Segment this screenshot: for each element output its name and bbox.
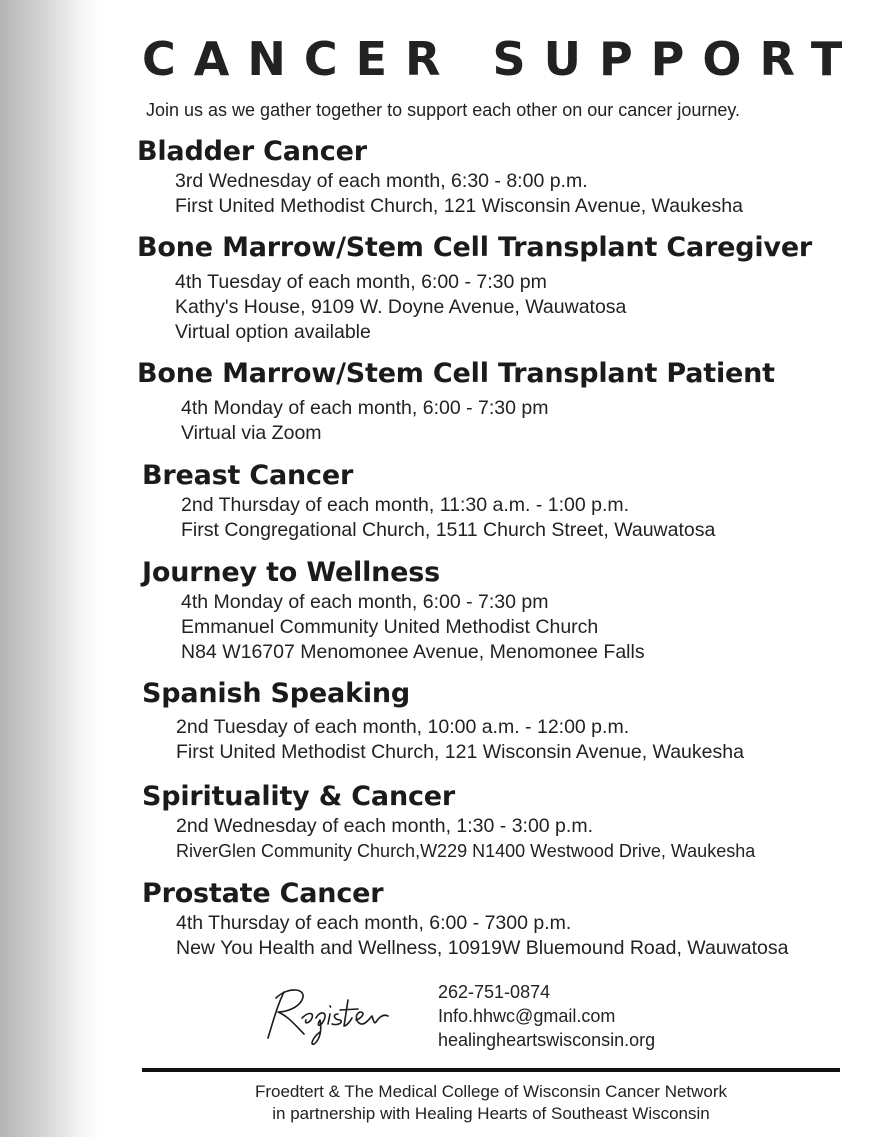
footer-credits bbox=[142, 1081, 840, 1125]
group-heading: Prostate Cancer bbox=[142, 878, 384, 909]
group-address: N84 W16707 Menomonee Avenue, Menomonee Falls bbox=[181, 641, 645, 663]
group-details bbox=[137, 265, 812, 345]
group-heading: Bladder Cancer bbox=[137, 136, 367, 167]
left-gradient-border bbox=[0, 0, 100, 1137]
group-schedule: 4th Tuesday of each month, 6:00 - 7:30 pm bbox=[175, 271, 547, 293]
phone-number[interactable]: 262-751-0874 bbox=[438, 982, 551, 1002]
group-details bbox=[142, 814, 755, 864]
group-heading: Spanish Speaking bbox=[142, 678, 411, 709]
group-spirituality-cancer bbox=[142, 780, 755, 864]
group-location: First United Methodist Church, 121 Wisconsin Avenue, Waukesha bbox=[176, 741, 744, 763]
group-details bbox=[137, 391, 775, 446]
page-title: CANCER SUPPORT bbox=[142, 32, 861, 86]
website-link[interactable]: healingheartswisconsin.org bbox=[438, 1030, 656, 1050]
group-prostate-cancer bbox=[142, 877, 788, 961]
group-location: First United Methodist Church, 121 Wisconsin Avenue, Waukesha bbox=[175, 195, 743, 217]
group-bmt-caregiver bbox=[137, 231, 812, 345]
group-schedule: 4th Monday of each month, 6:00 - 7:30 pm bbox=[181, 397, 549, 419]
group-heading: Bone Marrow/Stem Cell Transplant Patient bbox=[137, 358, 775, 389]
group-schedule: 4th Monday of each month, 6:00 - 7:30 pm bbox=[181, 591, 549, 613]
group-heading: Bone Marrow/Stem Cell Transplant Caregiver bbox=[137, 232, 813, 263]
footer-divider bbox=[142, 1068, 840, 1072]
group-details bbox=[142, 911, 788, 961]
group-details bbox=[142, 493, 715, 543]
group-details bbox=[142, 590, 645, 665]
contact-info bbox=[438, 980, 655, 1052]
group-location: RiverGlen Community Church,W229 N1400 Westwood Drive, Waukesha bbox=[176, 841, 756, 861]
register-script-logo bbox=[262, 982, 396, 1048]
group-heading: Spirituality & Cancer bbox=[142, 781, 455, 812]
group-schedule: 2nd Thursday of each month, 11:30 a.m. - 1:00 p.m. bbox=[181, 494, 630, 516]
group-heading: Journey to Wellness bbox=[142, 557, 441, 588]
group-spanish-speaking bbox=[142, 677, 744, 765]
group-location: First Congregational Church, 1511 Church Street, Wauwatosa bbox=[181, 519, 716, 541]
group-schedule: 2nd Wednesday of each month, 1:30 - 3:00 p.m. bbox=[176, 815, 593, 837]
group-location: Emmanuel Community United Methodist Church bbox=[181, 616, 599, 638]
group-heading: Breast Cancer bbox=[142, 460, 354, 491]
group-note: Virtual option available bbox=[175, 321, 371, 343]
email-address[interactable]: Info.hhwc@gmail.com bbox=[438, 1006, 616, 1026]
group-bladder-cancer bbox=[137, 135, 743, 219]
intro-text: Join us as we gather together to support each other on our cancer journey. bbox=[146, 100, 741, 120]
group-location: Kathy's House, 9109 W. Doyne Avenue, Wauwatosa bbox=[175, 296, 627, 318]
group-breast-cancer bbox=[142, 459, 715, 543]
group-journey-to-wellness bbox=[142, 556, 645, 665]
group-details bbox=[137, 169, 743, 219]
group-bmt-patient bbox=[137, 357, 775, 446]
group-location: New You Health and Wellness, 10919W Bluemound Road, Wauwatosa bbox=[176, 937, 789, 959]
group-location: Virtual via Zoom bbox=[181, 422, 322, 444]
group-schedule: 2nd Tuesday of each month, 10:00 a.m. - 12:00 p.m. bbox=[176, 716, 630, 738]
group-details bbox=[142, 711, 744, 765]
footer-line-2: in partnership with Healing Hearts of Southeast Wisconsin bbox=[272, 1104, 710, 1123]
group-schedule: 3rd Wednesday of each month, 6:30 - 8:00 p.m. bbox=[175, 170, 588, 192]
footer-line-1: Froedtert & The Medical College of Wisconsin Cancer Network bbox=[254, 1082, 728, 1101]
group-schedule: 4th Thursday of each month, 6:00 - 7300 p.m. bbox=[176, 912, 572, 934]
